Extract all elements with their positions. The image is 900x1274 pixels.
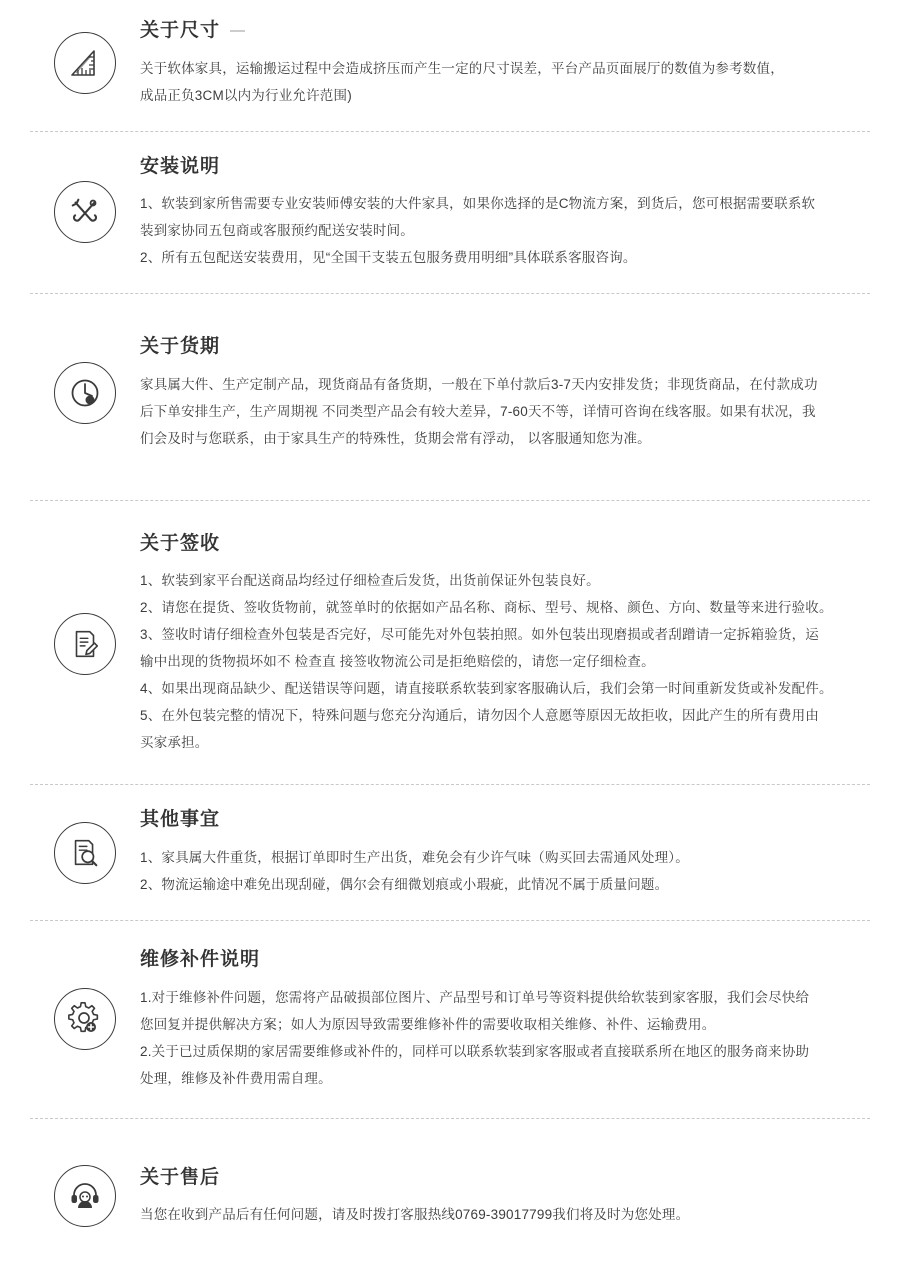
document-search-icon xyxy=(54,822,116,884)
clock-icon xyxy=(54,362,116,424)
section-installation xyxy=(0,132,900,294)
icon-column xyxy=(30,1165,140,1227)
section-title: 其他事宜 xyxy=(140,809,221,831)
section-line: 们会及时与您联系，由于家具生产的特殊性，货期会常有浮动， 以客服通知您为准。 xyxy=(140,430,651,446)
section-title-text: 关于尺寸 xyxy=(140,20,221,41)
section-line: 买家承担。 xyxy=(140,735,209,751)
content-column xyxy=(140,807,870,898)
section-line: 后下单安排生产，生产周期视 不同类型产品会有较大差异，7-60天不等，详情可咨询在线客服。如果有状况，我 xyxy=(140,403,816,419)
section-line: 2、所有五包配送安装费用，见“全国干支装五包服务费用明细”具体联系客服咨询。 xyxy=(140,250,637,266)
section-line: 2、请您在提货、签收货物前，就签单时的依据如产品名称、商标、型号、规格、颜色、方向、数量等来进行验收。 xyxy=(140,600,833,616)
section-line: 1、家具属大件重货，根据订单即时生产出货，难免会有少许气味（购买回去需通风处理）。 xyxy=(140,849,689,865)
section-other-matters xyxy=(0,785,900,920)
section-receiving xyxy=(0,501,900,785)
section-line: 输中出现的货物损坏如不 检查直 接签收物流公司是拒绝赔偿的，请您一定仔细检查。 xyxy=(140,654,655,670)
gear-settings-icon xyxy=(54,988,116,1050)
section-title: 关于货期 xyxy=(140,336,221,358)
section-line: 1.对于维修补件问题，您需将产品破损部位图片、产品型号和订单号等资料提供给软装到家客服，我们会尽快给 xyxy=(140,989,810,1005)
section-line: 家具属大件、生产定制产品，现货商品有备货期，一般在下单付款后3-7天内安排发货；非现货商品，在付款成功 xyxy=(140,376,818,392)
section-title: 安装说明 xyxy=(140,155,221,177)
section-about-size xyxy=(0,0,900,131)
content-column xyxy=(140,154,870,272)
section-line: 1、软装到家所售需要专业安装师傅安装的大件家具，如果你选择的是C物流方案，到货后，您可根据需要联系软 xyxy=(140,196,816,212)
section-line: 关于软体家具，运输搬运过程中会造成挤压而产生一定的尺寸误差，平台产品页面展厅的数值为参考数值， xyxy=(140,60,784,76)
section-line: 2、物流运输途中难免出现刮碰，偶尔会有细微划痕或小瑕疵，此情况不属于质量问题。 xyxy=(140,876,669,892)
section-line: 3、签收时请仔细检查外包装是否完好，尽可能先对外包装拍照。如外包装出现磨损或者刮蹭请一定拆箱验货，运 xyxy=(140,627,820,643)
section-title: 维修补件说明 xyxy=(140,948,261,970)
headset-support-icon xyxy=(54,1165,116,1227)
section-line: 装到家协同五包商或客服预约配送安装时间。 xyxy=(140,223,414,239)
section-line: 2.关于已过质保期的家居需要维修或补件的，同样可以联系软装到家客服或者直接联系所在地区的服务商来协助 xyxy=(140,1043,810,1059)
icon-column xyxy=(30,32,140,94)
icon-column xyxy=(30,988,140,1050)
section-line: 1、软装到家平台配送商品均经过仔细检查后发货，出货前保证外包装良好。 xyxy=(140,573,600,589)
section-title: 关于签收 xyxy=(140,532,221,554)
content-column xyxy=(140,947,870,1092)
section-delivery-time xyxy=(0,294,900,500)
icon-column xyxy=(30,362,140,424)
content-column xyxy=(140,18,870,109)
section-title: 关于售后 xyxy=(140,1166,221,1188)
ruler-triangle-icon xyxy=(54,32,116,94)
section-title xyxy=(140,18,852,45)
section-after-sales xyxy=(0,1119,900,1274)
section-line: 您回复并提供解决方案；如人为原因导致需要维修补件的需要收取相关维修、补件、运输费用。 xyxy=(140,1016,716,1032)
section-line: 4、如果出现商品缺少、配送错误等问题，请直接联系软装到家客服确认后，我们会第一时间重新发货或补发配件。 xyxy=(140,681,833,697)
section-line: 当您在收到产品后有任何问题，请及时拨打客服热线0769-39017799我们将及时为您处理。 xyxy=(140,1207,690,1223)
section-line: 5、在外包装完整的情况下，特殊问题与您充分沟通后，请勿因个人意愿等原因无故拒收，因此产生的所有费用由 xyxy=(140,708,820,724)
icon-column xyxy=(30,613,140,675)
content-column xyxy=(140,1165,870,1229)
section-line: 处理，维修及补件费用需自理。 xyxy=(140,1070,332,1086)
title-dash: — xyxy=(230,22,247,40)
icon-column xyxy=(30,181,140,243)
section-repair-parts xyxy=(0,921,900,1118)
section-line: 成品正负3CM以内为行业允许范围) xyxy=(140,87,352,103)
signed-document-icon xyxy=(54,613,116,675)
wrench-screwdriver-icon xyxy=(54,181,116,243)
icon-column xyxy=(30,822,140,884)
content-column xyxy=(140,531,870,757)
content-column xyxy=(140,334,870,452)
